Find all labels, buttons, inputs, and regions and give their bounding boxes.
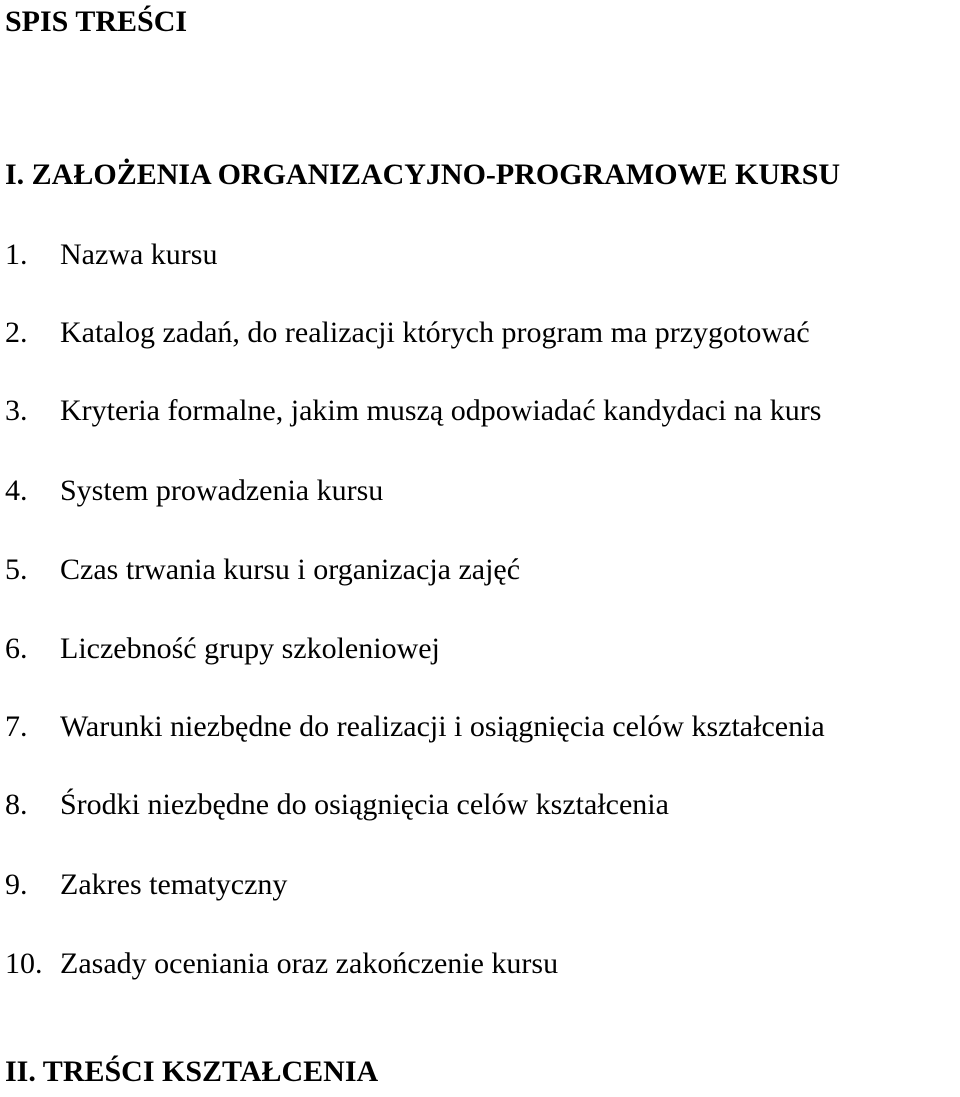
toc-item-number: 8.	[5, 788, 28, 821]
toc-item-text: Zasady oceniania oraz zakończenie kursu	[60, 947, 559, 980]
toc-item-text: Liczebność grupy szkoleniowej	[60, 632, 440, 665]
toc-item	[5, 707, 825, 747]
section-heading-2: II. TREŚCI KSZTAŁCENIA	[5, 1055, 379, 1088]
toc-item-number: 10.	[5, 947, 43, 980]
toc-item-number: 7.	[5, 710, 28, 743]
toc-item-number: 5.	[5, 553, 28, 586]
toc-item	[5, 865, 287, 905]
toc-item-text: Środki niezbędne do osiągnięcia celów kształcenia	[60, 788, 669, 821]
toc-item-text: Warunki niezbędne do realizacji i osiągnięcia celów kształcenia	[60, 710, 825, 743]
toc-item	[5, 313, 810, 353]
toc-item	[5, 785, 669, 825]
toc-item-text: System prowadzenia kursu	[60, 474, 384, 507]
toc-item	[5, 471, 383, 511]
toc-item-number: 3.	[5, 394, 28, 427]
toc-item	[5, 391, 821, 431]
toc-item-number: 6.	[5, 632, 28, 665]
toc-item	[5, 235, 217, 275]
toc-item-text: Nazwa kursu	[60, 238, 218, 271]
toc-item-text: Katalog zadań, do realizacji których program ma przygotować	[60, 316, 810, 349]
toc-item-number: 9.	[5, 868, 28, 901]
toc-item-number: 4.	[5, 474, 28, 507]
toc-item-number: 1.	[5, 238, 28, 271]
toc-item	[5, 550, 520, 590]
toc-item-number: 2.	[5, 316, 28, 349]
toc-item-text: Kryteria formalne, jakim muszą odpowiadać kandydaci na kurs	[60, 394, 822, 427]
section-heading-1: I. ZAŁOŻENIA ORGANIZACYJNO-PROGRAMOWE KURSU	[5, 158, 841, 191]
toc-item	[5, 629, 440, 669]
toc-item-text: Zakres tematyczny	[60, 868, 288, 901]
toc-item-text: Czas trwania kursu i organizacja zajęć	[60, 553, 521, 586]
page-title: SPIS TREŚCI	[5, 5, 188, 38]
toc-item	[5, 944, 558, 984]
